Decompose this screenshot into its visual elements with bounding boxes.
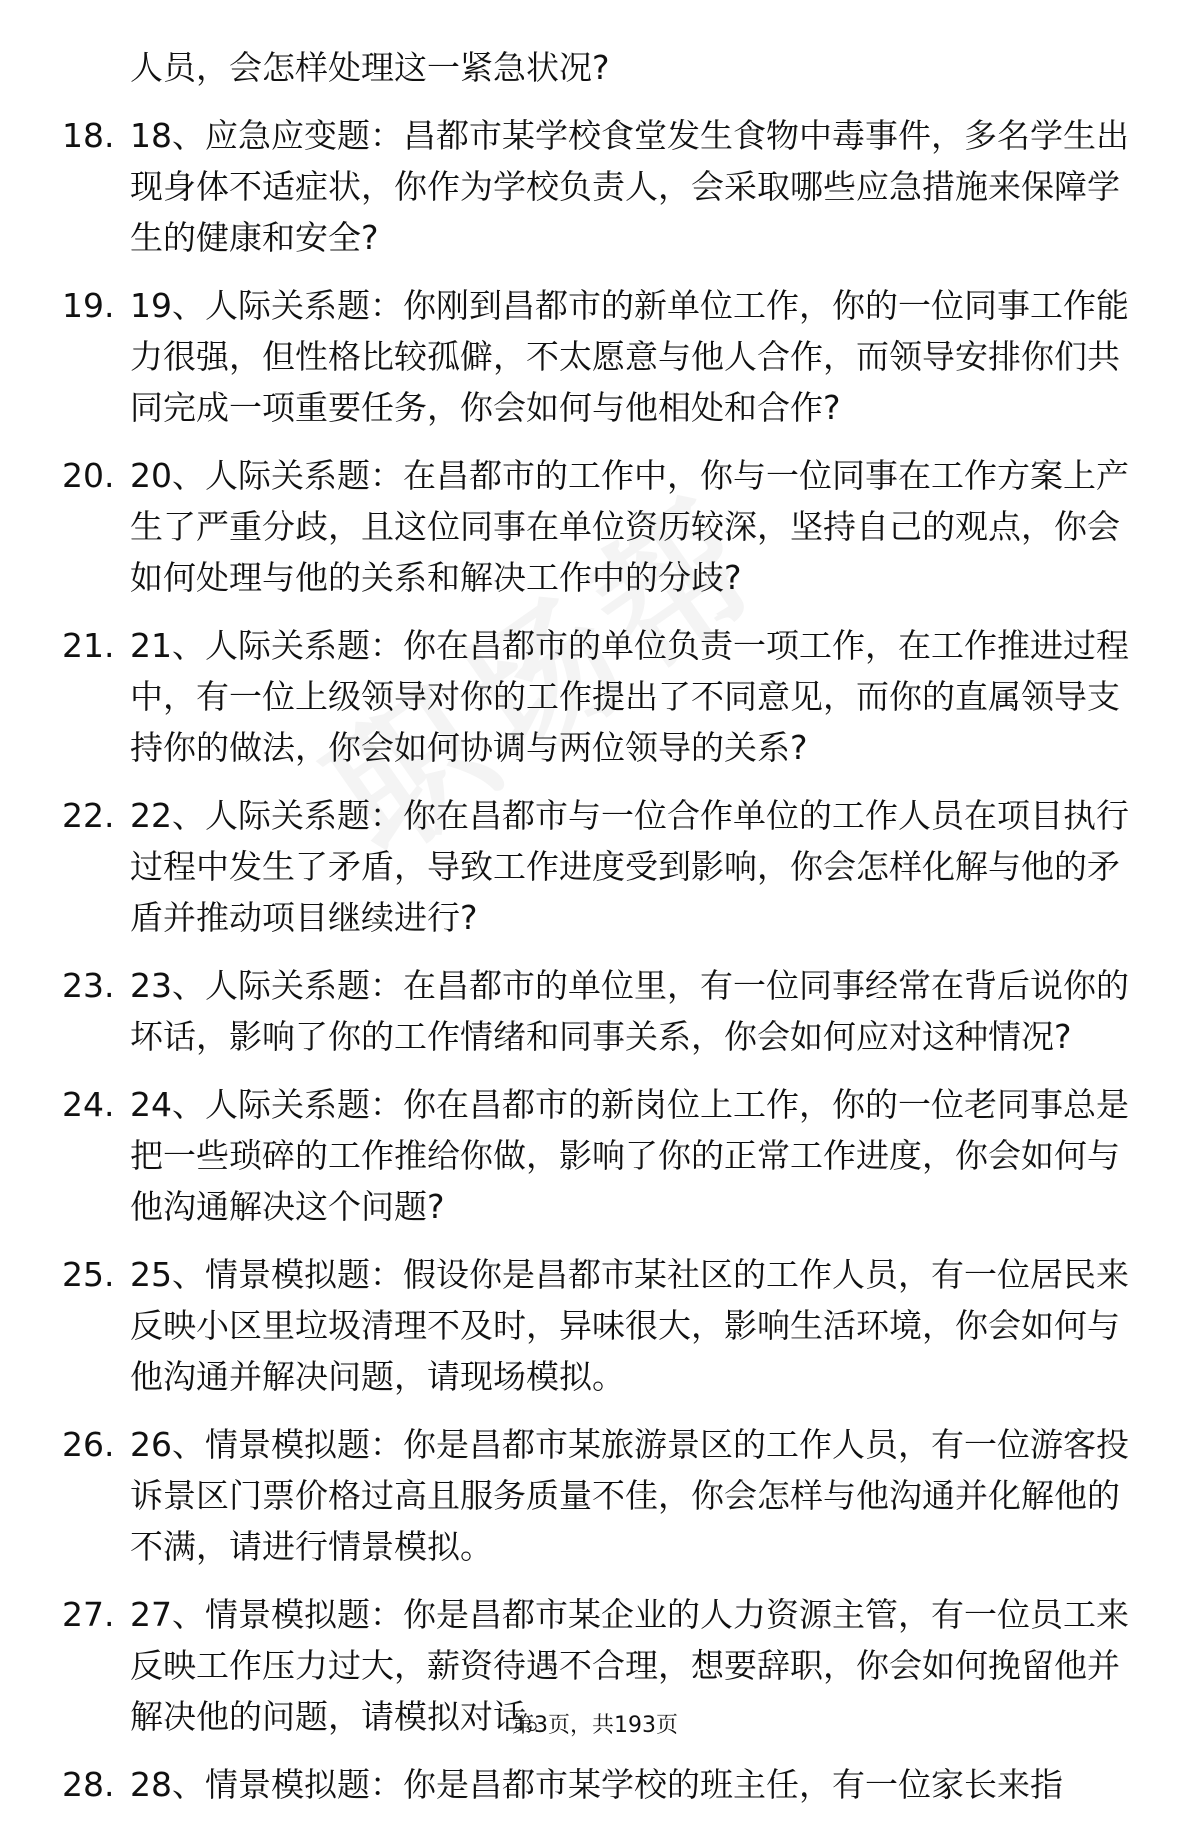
item-text: 26、情景模拟题：你是昌都市某旅游景区的工作人员，有一位游客投诉景区门票价格过高且服务质量不佳，你会怎样与他沟通并化解他的不满，请进行情景模拟。 [130,1425,1129,1566]
item-number: 21. [62,626,115,665]
list-item [62,1419,1152,1572]
list-item [62,790,1152,943]
list-item [62,620,1152,773]
item-text: 18、应急应变题：昌都市某学校食堂发生食物中毒事件，多名学生出现身体不适症状，你作为学校负责人，会采取哪些应急措施来保障学生的健康和安全? [130,116,1129,257]
item-number: 19. [62,286,115,325]
item-number: 27. [62,1595,115,1634]
list-item [62,110,1152,263]
item-text: 28、情景模拟题：你是昌都市某学校的班主任，有一位家长来指 [130,1765,1063,1804]
item-number: 25. [62,1255,115,1294]
item-text: 27、情景模拟题：你是昌都市某企业的人力资源主管，有一位员工来反映工作压力过大，薪资待遇不合理，想要辞职，你会如何挽留他并解决他的问题，请模拟对话。 [130,1595,1129,1736]
item-number: 20. [62,456,115,495]
page-footer: 第3页，共193页 [512,1713,678,1738]
continuation-text: 人员，会怎样处理这一紧急状况? [130,48,610,87]
item-text: 19、人际关系题：你刚到昌都市的新单位工作，你的一位同事工作能力很强，但性格比较孤僻，不太愿意与他人合作，而领导安排你们共同完成一项重要任务，你会如何与他相处和合作? [130,286,1129,427]
item-number: 26. [62,1425,115,1464]
item-text: 25、情景模拟题：假设你是昌都市某社区的工作人员，有一位居民来反映小区里垃圾清理不及时，异味很大，影响生活环境，你会如何与他沟通并解决问题，请现场模拟。 [130,1255,1129,1396]
question-list [62,42,1152,1827]
list-item [62,450,1152,603]
list-item [62,1079,1152,1232]
item-text: 23、人际关系题：在昌都市的单位里，有一位同事经常在背后说你的坏话，影响了你的工作情绪和同事关系，你会如何应对这种情况? [130,966,1129,1056]
item-number: 18. [62,116,115,155]
list-item [62,1759,1152,1810]
item-text: 21、人际关系题：你在昌都市的单位负责一项工作，在工作推进过程中，有一位上级领导对你的工作提出了不同意见，而你的直属领导支持你的做法，你会如何协调与两位领导的关系? [130,626,1129,767]
item-text: 24、人际关系题：你在昌都市的新岗位上工作，你的一位老同事总是把一些琐碎的工作推给你做，影响了你的正常工作进度，你会如何与他沟通解决这个问题? [130,1085,1129,1226]
item-number: 22. [62,796,115,835]
list-item [62,1249,1152,1402]
item-number: 23. [62,966,115,1005]
item-text: 22、人际关系题：你在昌都市与一位合作单位的工作人员在项目执行过程中发生了矛盾，导致工作进度受到影响，你会怎样化解与他的矛盾并推动项目继续进行? [130,796,1129,937]
list-item [62,960,1152,1062]
item-number: 28. [62,1765,115,1804]
item-number: 24. [62,1085,115,1124]
item-text: 20、人际关系题：在昌都市的工作中，你与一位同事在工作方案上产生了严重分歧，且这位同事在单位资历较深，坚持自己的观点，你会如何处理与他的关系和解决工作中的分歧? [130,456,1129,597]
list-item [62,280,1152,433]
